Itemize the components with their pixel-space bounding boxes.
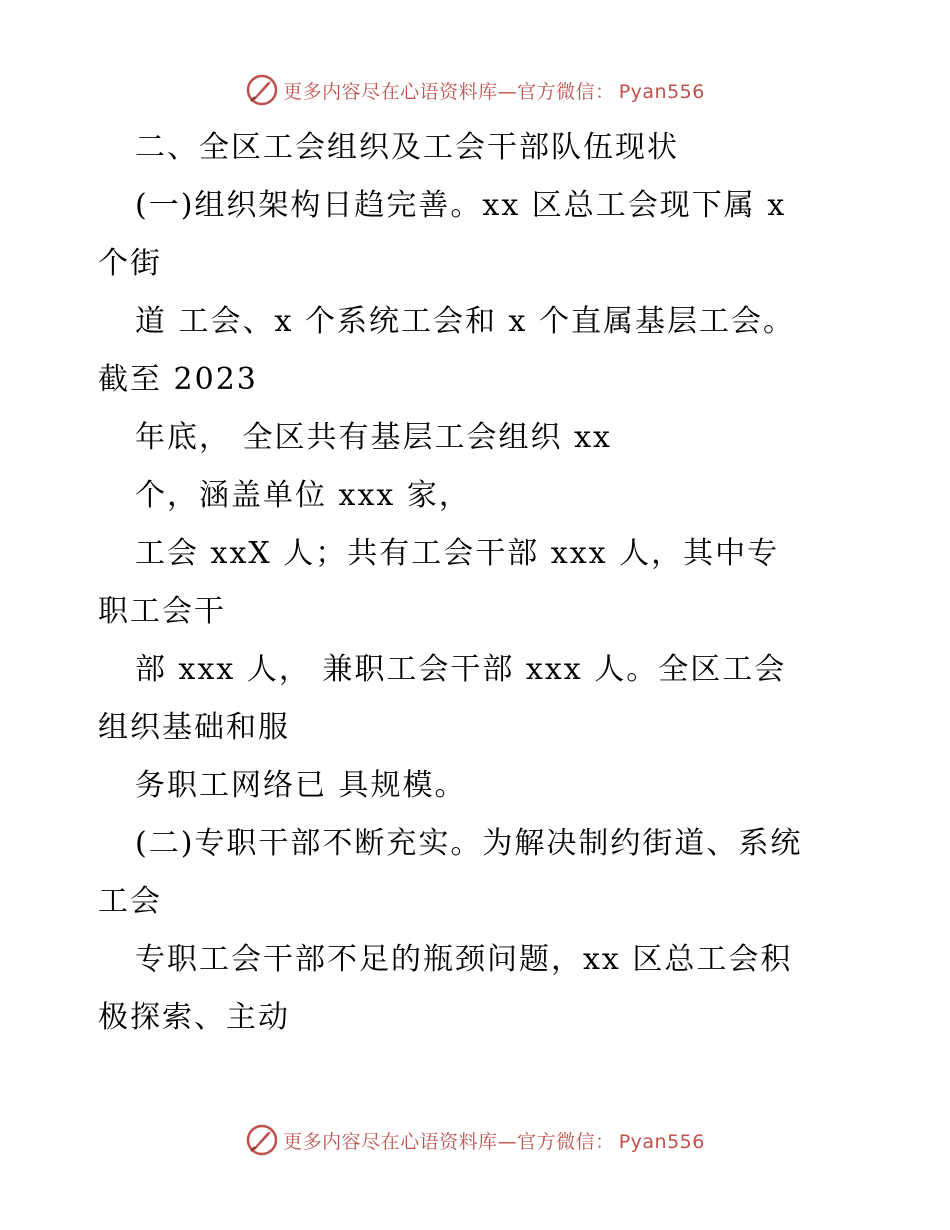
paragraph-line: 工会 xxX 人；共有工会干部 xxx 人，其中专 [135,536,780,571]
paragraph-line: 个，涵盖单位 xxx 家， [135,478,471,513]
paragraph-line: 道 工会、x 个系统工会和 x 个直属基层工会。 [135,304,795,339]
paragraph-line: (一)组织架构日趋完善。xx 区总工会现下属 x [135,188,787,223]
footer-watermark-banner [0,1120,950,1160]
quill-pen-circle-icon [245,1123,279,1157]
banner-account: Pyan556 [618,80,705,103]
subsection-heading: (二)专职干部不断充实。为解决制约街道、系统 [135,826,803,861]
header-watermark-banner [0,70,950,110]
banner-wechat-label: 官方微信： [517,80,615,103]
banner-text [283,1127,705,1154]
paragraph-line: 工会 [98,884,162,919]
paragraph-line: 务职工网络已 具规模。 [135,768,467,803]
paragraph-line: 截至 2023 [98,362,258,397]
banner-account: Pyan556 [618,1130,705,1153]
paragraph-line: 部 xxx 人， 兼职工会干部 xxx 人。全区工会 [135,652,787,687]
banner-brand: 更多内容尽在心语资料库 [283,1130,498,1153]
banner-wechat-label: 官方微信： [517,1130,615,1153]
banner-brand: 更多内容尽在心语资料库 [283,80,498,103]
banner-dash: — [497,1130,518,1153]
section-heading: 二、全区工会组织及工会干部队伍现状 [135,130,679,165]
paragraph-line: 组织基础和服 [98,710,290,745]
paragraph-line: 专职工会干部不足的瓶颈问题，xx 区总工会积 [135,942,793,977]
paragraph-line: 年底， 全区共有基层工会组织 xx [135,420,612,455]
banner-dash: — [497,80,518,103]
quill-pen-circle-icon [245,73,279,107]
paragraph-line: 职工会干 [98,594,226,629]
paragraph-line: 极探索、主动 [98,1000,290,1035]
paragraph-line: 个街 [98,246,162,281]
banner-text [283,77,705,104]
